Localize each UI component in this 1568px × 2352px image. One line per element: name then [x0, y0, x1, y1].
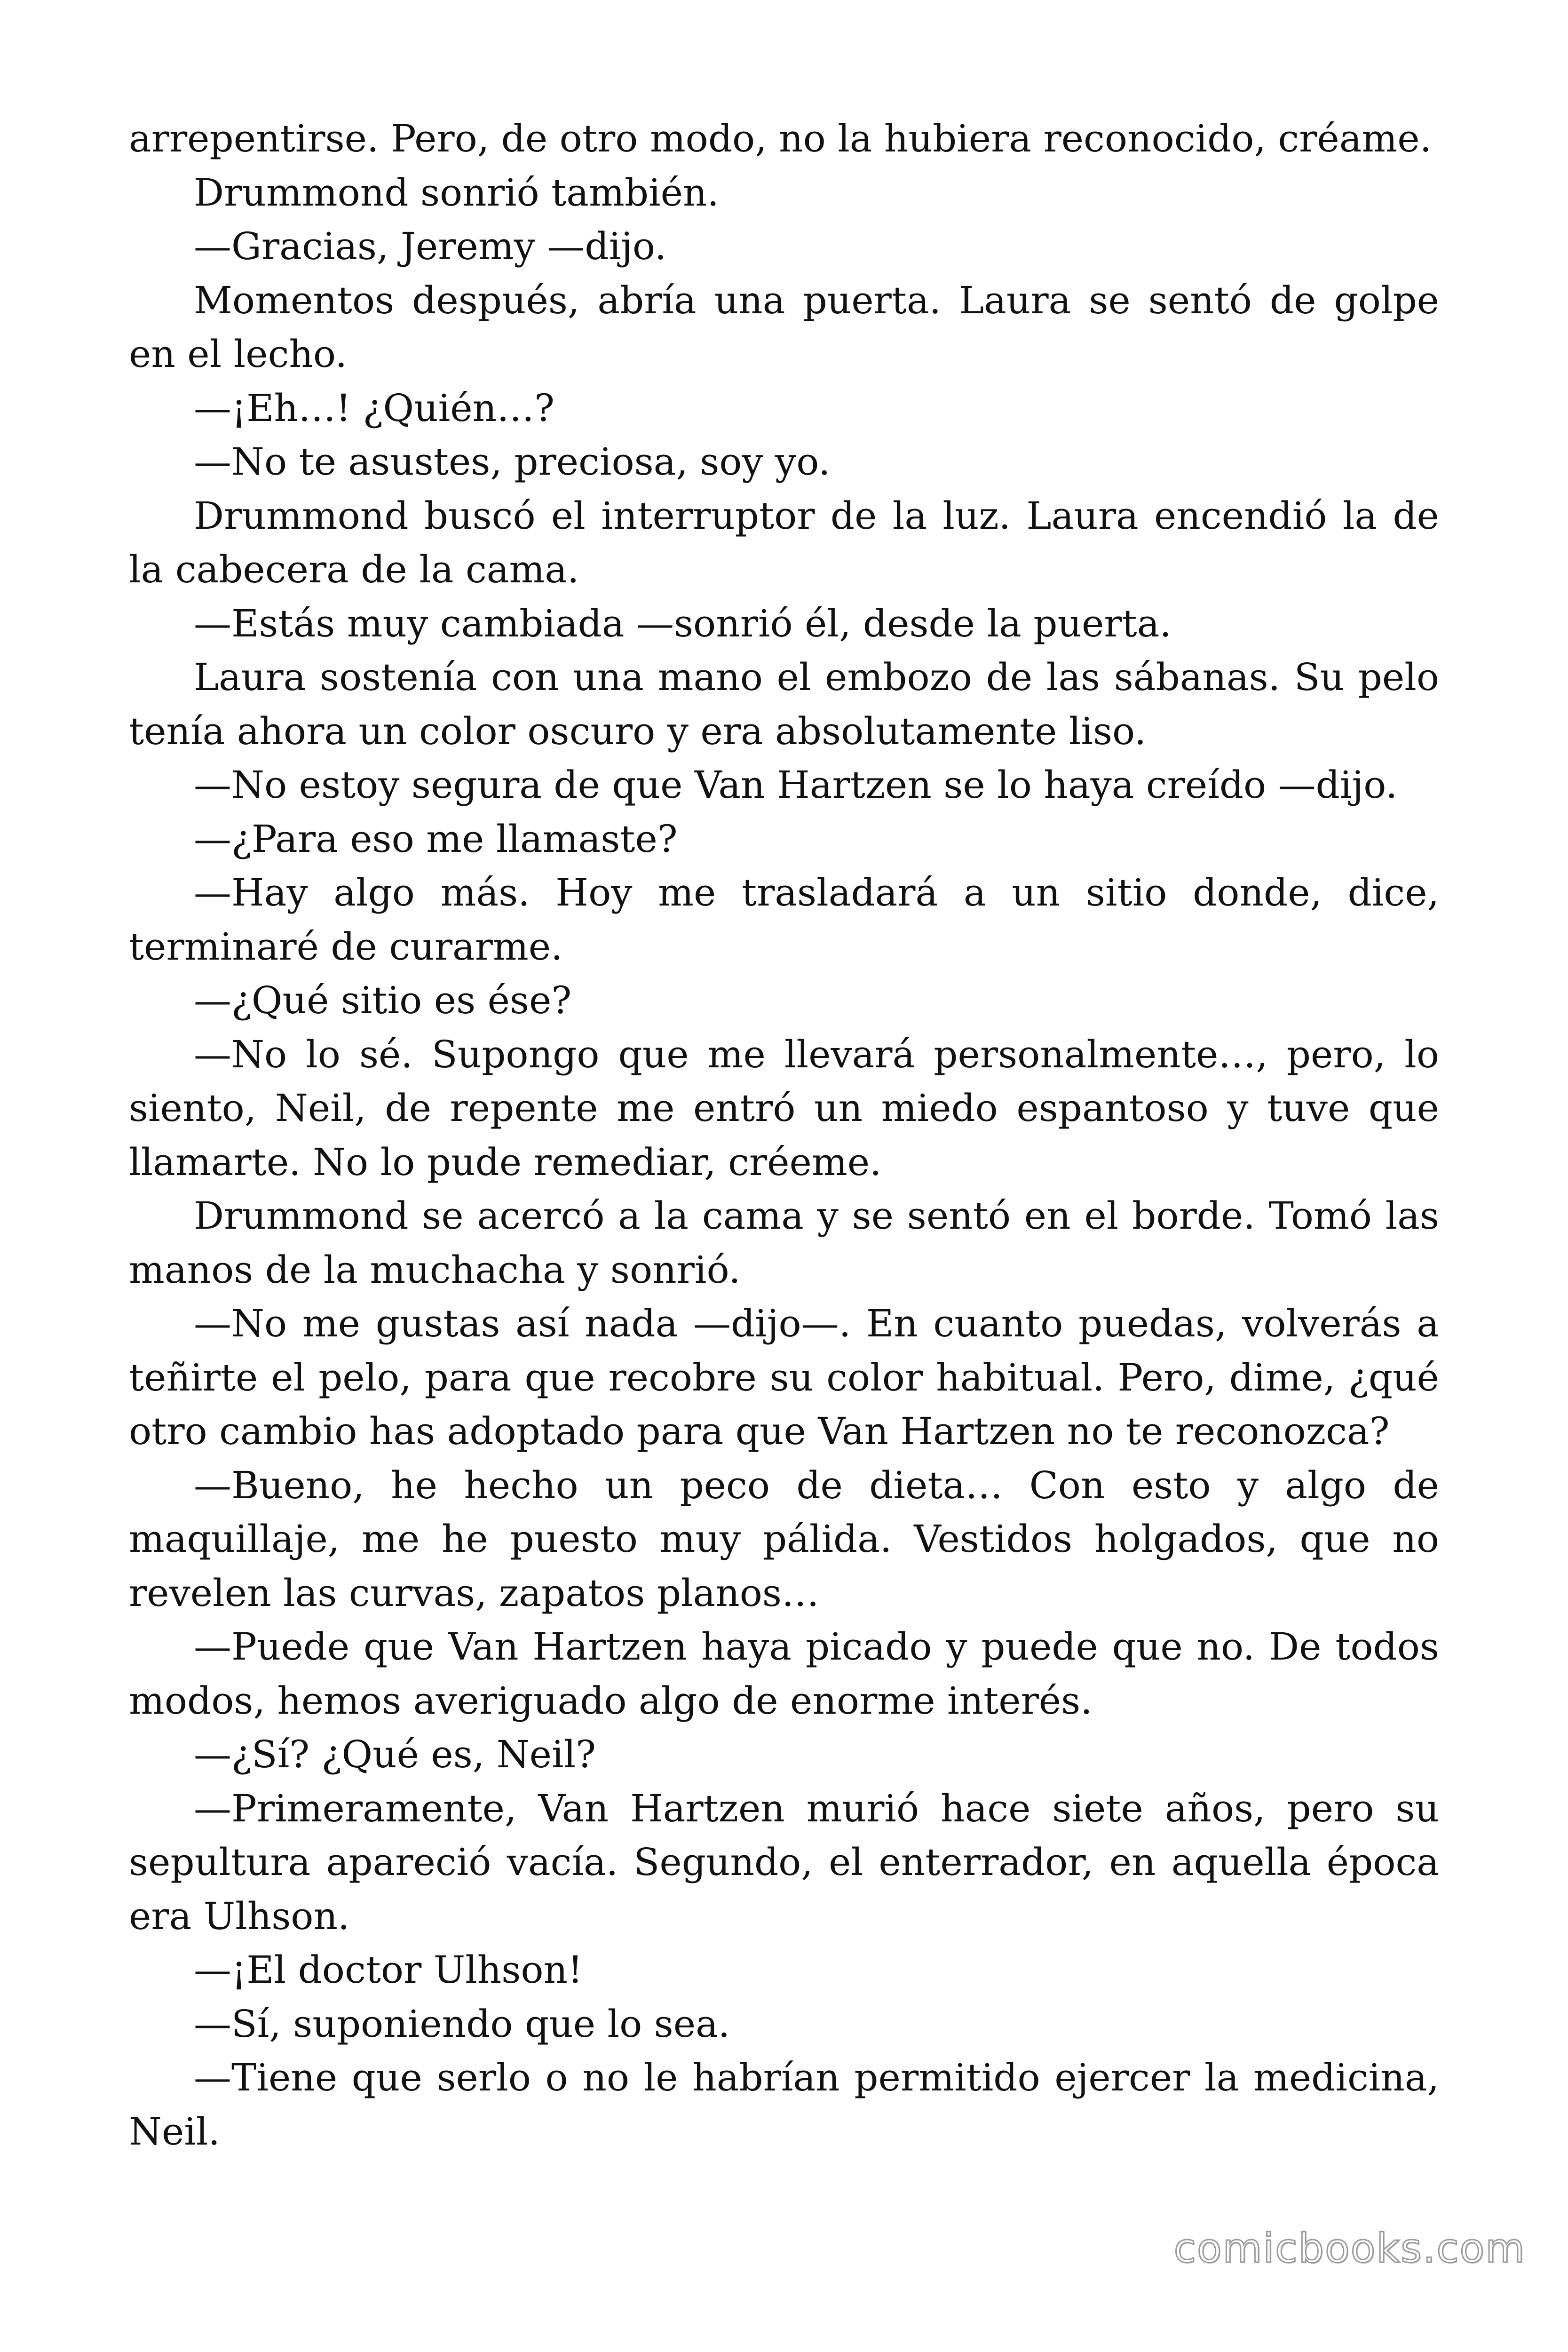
- watermark: comicbooks.com: [1173, 2225, 1526, 2272]
- paragraph: —Bueno, he hecho un peco de dieta… Con esto y algo de maquillaje, me he puesto muy pálida. Vestidos holgados, que no revelen las curvas, zapatos planos…: [129, 1463, 1439, 1615]
- paragraph: —¡Eh…! ¿Quién…?: [194, 386, 554, 430]
- paragraph: Momentos después, abría una puerta. Laura se sentó de golpe en el lecho.: [129, 278, 1439, 376]
- paragraph: —Primeramente, Van Hartzen murió hace siete años, pero su sepultura apareció vacía. Segundo, el enterrador, en aquella época era Ulhson.: [129, 1786, 1439, 1938]
- paragraph: Drummond sonrió también.: [194, 170, 719, 215]
- paragraph: Drummond se acercó a la cama y se sentó en el borde. Tomó las manos de la muchacha y sonrió.: [129, 1194, 1439, 1292]
- paragraph: —No me gustas así nada —dijo—. En cuanto puedas, volverás a teñirte el pelo, para que recobre su color habitual. Pero, dime, ¿qué otro cambio has adoptado para que Van Hartzen no te reconozca?: [129, 1302, 1439, 1453]
- paragraph: —Sí, suponiendo que lo sea.: [194, 2002, 730, 2046]
- paragraph: arrepentirse. Pero, de otro modo, no la hubiera reconocido, créame.: [129, 117, 1432, 160]
- paragraph: —Gracias, Jeremy —dijo.: [194, 224, 667, 268]
- paragraph: —No estoy segura de que Van Hartzen se lo haya creído —dijo.: [194, 763, 1398, 807]
- paragraph: —¡El doctor Ulhson!: [194, 1948, 583, 1992]
- paragraph: —Tiene que serlo o no le habrían permitido ejercer la medicina, Neil.: [129, 2056, 1439, 2153]
- paragraph: —Puede que Van Hartzen haya picado y puede que no. De todos modos, hemos averiguado algo de enorme interés.: [129, 1625, 1439, 1723]
- paragraph: —¿Para eso me llamaste?: [194, 817, 678, 861]
- paragraph: —¿Sí? ¿Qué es, Neil?: [194, 1732, 596, 1776]
- paragraph: Laura sostenía con una mano el embozo de las sábanas. Su pelo tenía ahora un color oscuro y era absolutamente liso.: [129, 655, 1439, 753]
- paragraph: —¿Qué sitio es ése?: [194, 978, 572, 1022]
- paragraph: —Estás muy cambiada —sonrió él, desde la puerta.: [194, 601, 1172, 645]
- paragraph: —No lo sé. Supongo que me llevará personalmente…, pero, lo siento, Neil, de repente me entró un miedo espantoso y tuve que llamarte. No lo pude remediar, créeme.: [129, 1032, 1439, 1184]
- paragraph: Drummond buscó el interruptor de la luz. Laura encendió la de la cabecera de la cama.: [129, 493, 1439, 591]
- paragraph: —Hay algo más. Hoy me trasladará a un sitio donde, dice, terminaré de curarme.: [129, 871, 1439, 969]
- book-page-text: [129, 112, 1439, 2159]
- paragraph: —No te asustes, preciosa, soy yo.: [194, 440, 831, 484]
